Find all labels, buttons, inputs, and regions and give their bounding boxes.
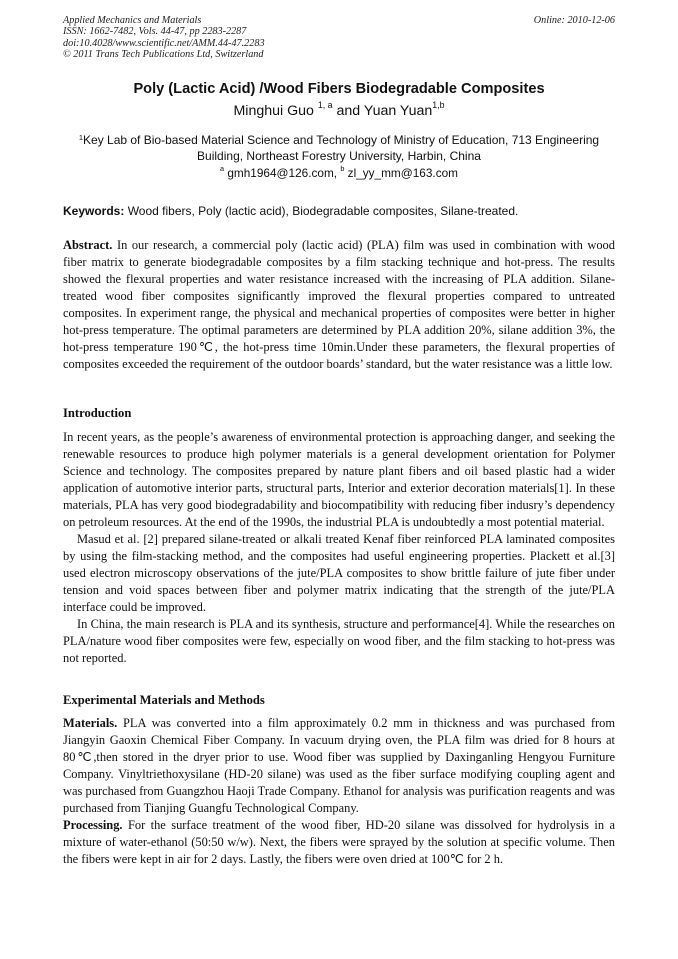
email-a-superscript: a	[220, 163, 225, 173]
introduction-paragraph-2: Masud et al. [2] prepared silane-treated or alkali treated Kenaf fiber reinforced PLA laminated composites by using the film-stacking method, and the composites had useful engineering properties. Plackett et al.[3] used electron microscopy observations of the jute/PLA composites to show brittle failure of jute fiber under tension and void spaces between fiber and polymer matrix indicating that the strength of the jute/PLA interface could be improved.	[63, 532, 615, 614]
author-1-superscript: 1, a	[317, 100, 333, 111]
materials-text: PLA was converted into a film approximately 0.2 mm in thickness and was purchased from Jiangyin Gaoxin Chemical Fiber Company. In vacuum drying oven, the PLA film was dried for 8 hours at 80℃,then stored in the dryer prior to use. Wood fiber was supplied by Daxinganling Hengyou Furniture Company. Vinyltriethoxysilane (HD-20 silane) was used as the fiber surface modifying coupling agent and was purchased from Guangzhou Haoji Trade Company. Ethanol for analysis was purification reagents and was purchased from Tianjing Guangfu Technological Company.	[63, 716, 615, 815]
introduction-paragraph-3: In China, the main research is PLA and its synthesis, structure and performance[4]. While the researches on PLA/nature wood fiber composites were few, especially on wood fiber, and the film stacking to hot-press was not reported.	[63, 617, 615, 665]
author-1-name: Minghui Guo	[233, 103, 314, 119]
methods-heading: Experimental Materials and Methods	[63, 693, 265, 707]
email-b-superscript: b	[340, 163, 345, 173]
affiliation-line-1: Key Lab of Bio-based Material Science and Technology of Ministry of Education, 713 Engineering	[83, 133, 600, 147]
paper-title: Poly (Lactic Acid) /Wood Fibers Biodegradable Composites	[133, 81, 545, 97]
author-line	[40, 100, 638, 119]
introduction-paragraph-1: In recent years, as the people’s awareness of environmental protection is approaching danger, and seeking the renewable resources to produce high polymer materials is a general development orientation for Polymer Science and technology. The composites prepared by nature plant fibers and oil based plastic had a wider application of automotive interior parts, structural parts, Interior and exterior decoration materials[1]. In these materials, PLA has very good biodegradability and biocompatibility with reducing fiber indusry’s dependency on petroleum resources. At the end of the 1990s, the industrial PLA is undoubtedly a most potential material.	[63, 430, 615, 529]
email-line	[40, 163, 638, 180]
keywords	[63, 204, 623, 218]
processing-label: Processing.	[63, 818, 123, 832]
author-2-name: Yuan Yuan	[363, 103, 433, 119]
author-2-superscript: 1,b	[432, 100, 445, 111]
keywords-text: Wood fibers, Poly (lactic acid), Biodegradable composites, Silane-treated.	[124, 204, 519, 218]
issn-line: ISSN: 1662-7482, Vols. 44-47, pp 2283-2287	[63, 26, 247, 38]
affiliation-line-2: Building, Northeast Forestry University, Harbin, China	[197, 149, 481, 163]
introduction-heading: Introduction	[63, 406, 132, 420]
abstract-label: Abstract.	[63, 238, 113, 252]
copyright-line: © 2011 Trans Tech Publications Ltd, Switzerland	[63, 48, 264, 60]
introduction-section	[63, 429, 615, 667]
email-b[interactable]: zl_yy_mm@163.com	[344, 166, 458, 180]
materials-label: Materials.	[63, 716, 118, 730]
online-date: Online: 2010-12-06	[533, 15, 615, 26]
abstract	[63, 237, 615, 373]
materials-paragraph	[63, 715, 615, 817]
processing-text: For the surface treatment of the wood fiber, HD-20 silane was dissolved for hydrolysis in a mixture of water-ethanol (50:50 w/w). Next, the fibers were sprayed by the solution at specific volume. Then the fibers were kept in air for 2 days. Lastly, the fibers were oven dried at 100℃ for 2 h.	[63, 818, 615, 866]
affiliation	[63, 132, 615, 164]
affiliation-superscript: 1	[78, 132, 84, 142]
abstract-text: In our research, a commercial poly (lactic acid) (PLA) film was used in combination with wood fiber matrix to generate biodegradable composites by a film stacking technique and hot-press. The results showed the flexural properties and water resistance increased with the increasing of PLA addition. Silane-treated wood fiber composites significantly improved the flexural properties compared to untreated composites. In experiment range, the physical and mechanical properties of composites were better in higher hot-press temperature. The optimal parameters are determined by PLA addition 20%, silane addition 3%, the hot-press temperature 190℃, the hot-press time 10min.Under these parameters, the flexural properties of composites exceeded the requirement of the outdoor boards’ standard, but the water resistance was a little low.	[63, 238, 615, 371]
methods-section	[63, 715, 615, 868]
journal-name: Applied Mechanics and Materials	[63, 15, 202, 26]
processing-paragraph	[63, 817, 615, 868]
doi-line: doi:10.4028/www.scientific.net/AMM.44-47.2283	[63, 37, 265, 49]
author-conjunction: and	[332, 103, 364, 119]
keywords-label: Keywords:	[63, 204, 125, 218]
email-a[interactable]: gmh1964@126.com,	[224, 166, 341, 180]
journal-header	[63, 15, 615, 60]
